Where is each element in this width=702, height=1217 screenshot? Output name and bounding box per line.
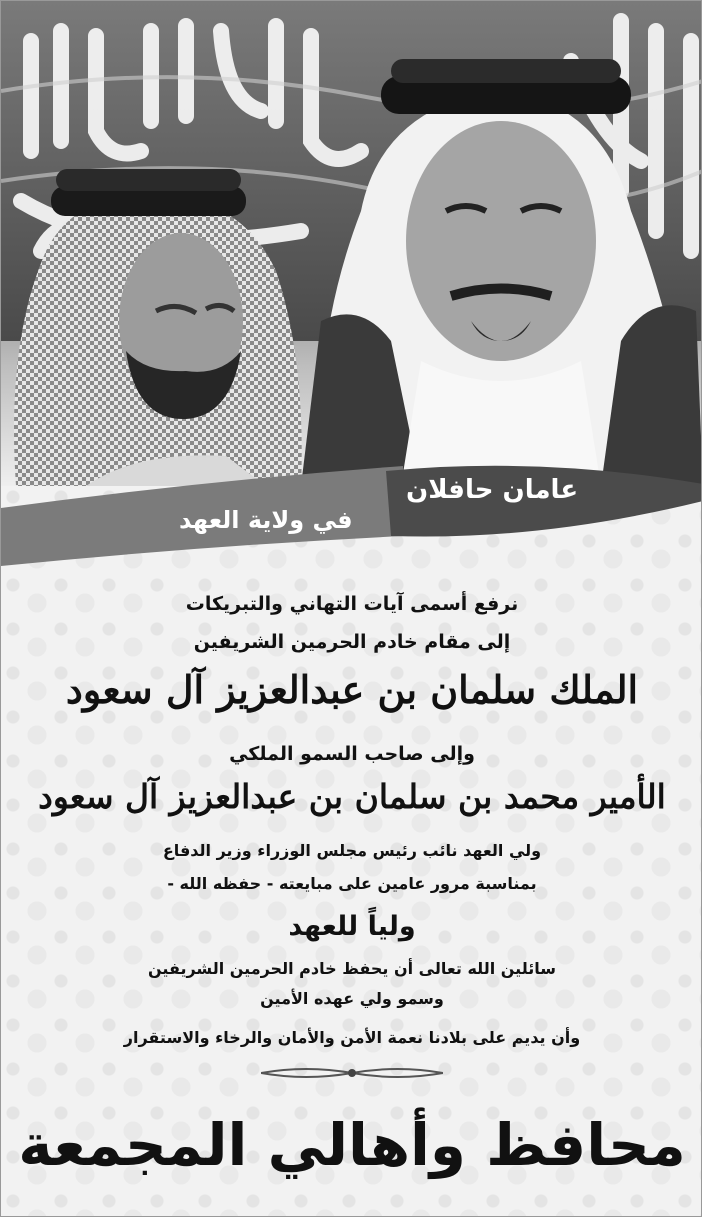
occasion-line: بمناسبة مرور عامين على مبايعته - حفظه الله - [167, 874, 537, 893]
prince-name-calligraphy: الأمير محمد بن سلمان بن عبدالعزيز آل سعود [38, 777, 666, 816]
prayer-line-3: وأن يديم على بلادنا نعمة الأمن والأمان والرخاء والاستقرار [123, 1028, 581, 1047]
prayer-line-1: سائلين الله تعالى أن يحفظ خادم الحرمين الشريفين [148, 959, 556, 978]
congrats-line-3: وإلى صاحب السمو الملكي [229, 743, 475, 765]
hero-photo-area [1, 1, 702, 486]
prince-titles: ولي العهد نائب رئيس مجلس الوزراء وزير الدفاع [162, 841, 542, 860]
crown-prince-photo [6, 161, 306, 486]
king-photo [301, 41, 702, 486]
banner-left-title: في ولاية العهد [179, 506, 353, 534]
ornament-divider [261, 1063, 443, 1083]
congrats-line-2: إلى مقام خادم الحرمين الشريفين [193, 631, 511, 653]
signature-footer: محافظ وأهالي المجمعة [18, 1111, 686, 1179]
crown-prince-heading: ولياً للعهد [288, 911, 416, 942]
king-name-calligraphy: الملك سلمان بن عبدالعزيز آل سعود [65, 667, 639, 712]
congrats-line-1: نرفع أسمى آيات التهاني والتبريكات [185, 593, 519, 615]
banner-right-title: عامان حافلان [406, 475, 579, 505]
prayer-line-2: وسمو ولي عهده الأمين [260, 989, 444, 1008]
